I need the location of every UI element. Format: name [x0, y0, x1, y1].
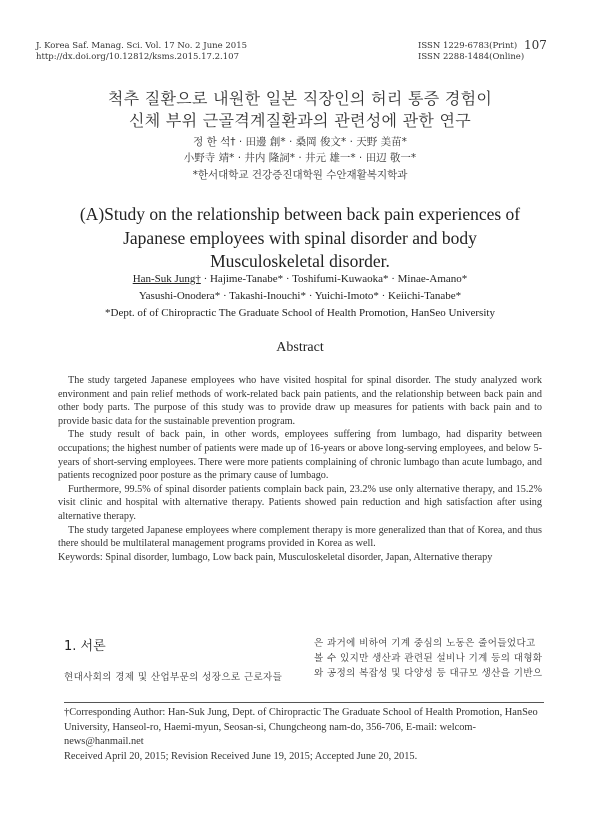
- doi-link[interactable]: http://dx.doi.org/10.12812/ksms.2015.17.2.107: [36, 52, 239, 62]
- korean-authors-line1: 정 한 석† · 田邊 創* · 桑岡 俊文* · 天野 美苗*: [193, 136, 407, 148]
- coauthors-line1: · Hajime-Tanabe* · Toshifumi-Kuwaoka* · Minae-Amano*: [200, 273, 468, 285]
- english-title-line1: (A)Study on the relationship between back pain experiences of: [79, 204, 521, 224]
- abstract-body: [58, 374, 542, 564]
- issn-block: [418, 41, 524, 63]
- body-right-line1: 은 과거에 비하여 기계 중심의 노동은 줄어들었다고: [314, 638, 536, 649]
- received-dates: Received April 20, 2015; Revision Received June 19, 2015; Accepted June 20, 2015.: [64, 750, 418, 762]
- abstract-paragraph-1: The study targeted Japanese employees who have visited hospital for spinal disorder. The study analyzed work environment and pain relief methods of work-related back pain patients, and the relationship between back pain and other body parts. The purpose of this study was to provide draw up measures for patients with back pain and to provide basic data for the sustainable prevention program.: [58, 375, 542, 427]
- korean-affiliation: *한서대학교 건강증진대학원 수안재활복지학과: [192, 169, 408, 181]
- footnote: [64, 706, 544, 764]
- english-affiliation: *Dept. of of Chiropractic The Graduate School of Health Promotion, HanSeo University: [105, 307, 495, 319]
- abstract-paragraph-4: The study targeted Japanese employees where complement therapy is more generalized than that of Korea, and thus there should be multilateral management programs provided in Korea as well.: [58, 524, 542, 550]
- abstract-paragraph-2: The study result of back pain, in other words, employees suffering from lumbago, had disparity between occupations; the highest number of patients were made up of 16-years or above long-serving employees, and below 5-years of short-serving employees. There were more patients complaining of chronic lumbago than acute lumbago, and patients recognized poor posture as the primary cause of lumbago.: [58, 429, 542, 482]
- english-title-line3: Musculoskeletal disorder.: [210, 251, 390, 271]
- corresponding-author-name: Han-Suk Jung†: [132, 273, 201, 285]
- english-authors-line2: Yasushi-Onodera* · Takashi-Inouchi* · Yuichi-Imoto* · Keiichi-Tanabe*: [138, 290, 462, 302]
- footnote-divider: [64, 702, 544, 703]
- body-left-column: 현대사회의 경제 및 산업부문의 성장으로 근로자들: [64, 672, 283, 683]
- issn-print: ISSN 1229-6783(Print): [418, 41, 518, 51]
- body-right-column: [314, 636, 544, 681]
- journal-header: [36, 41, 247, 63]
- korean-authors-line2: 小野寺 靖* · 井内 隆詞* · 井元 雄一* · 田辺 敬一*: [183, 152, 417, 164]
- korean-title-line2: 신체 부위 근골격계질환과의 관련성에 관한 연구: [128, 111, 472, 130]
- issn-online: ISSN 2288-1484(Online): [418, 52, 525, 62]
- english-authors-line1: [0, 273, 600, 285]
- page-number: 107: [524, 38, 547, 52]
- corresponding-author-note: †Corresponding Author: Han-Suk Jung, Dept. of Chiropractic The Graduate School of Health Promotion, HanSeo University, Hanseol-ro, Haemi-myun, Seosan-si, Chungcheong nam-do, 356-706, E-mail: welcom-news@hanmail.net: [64, 707, 538, 747]
- abstract-heading: Abstract: [276, 340, 324, 355]
- section-heading-introduction: 1. 서론: [64, 639, 106, 654]
- abstract-paragraph-3: Furthermore, 99.5% of spinal disorder patients complain back pain, 23.2% use only alternative therapy, and 15.2% visit clinic and hospital with alternative therapy. Patients showed pain reduction and high satisfaction after using alternative therapy.: [58, 483, 542, 522]
- body-right-line2: 볼 수 있지만 생산과 관련된 설비나 기계 등의 대형화: [314, 653, 543, 664]
- journal-citation: J. Korea Saf. Manag. Sci. Vol. 17 No. 2 June 2015: [36, 41, 248, 51]
- korean-title-line1: 척추 질환으로 내원한 일본 직장인의 허리 통증 경험이: [107, 89, 493, 108]
- english-title-line2: Japanese employees with spinal disorder and body: [123, 228, 477, 248]
- keywords: Keywords: Spinal disorder, lumbago, Low back pain, Musculoskeletal disorder, Japan, Alternative therapy: [58, 551, 493, 563]
- body-right-line3: 와 공정의 복잡성 및 다양성 등 대규모 생산을 기반으: [314, 668, 543, 679]
